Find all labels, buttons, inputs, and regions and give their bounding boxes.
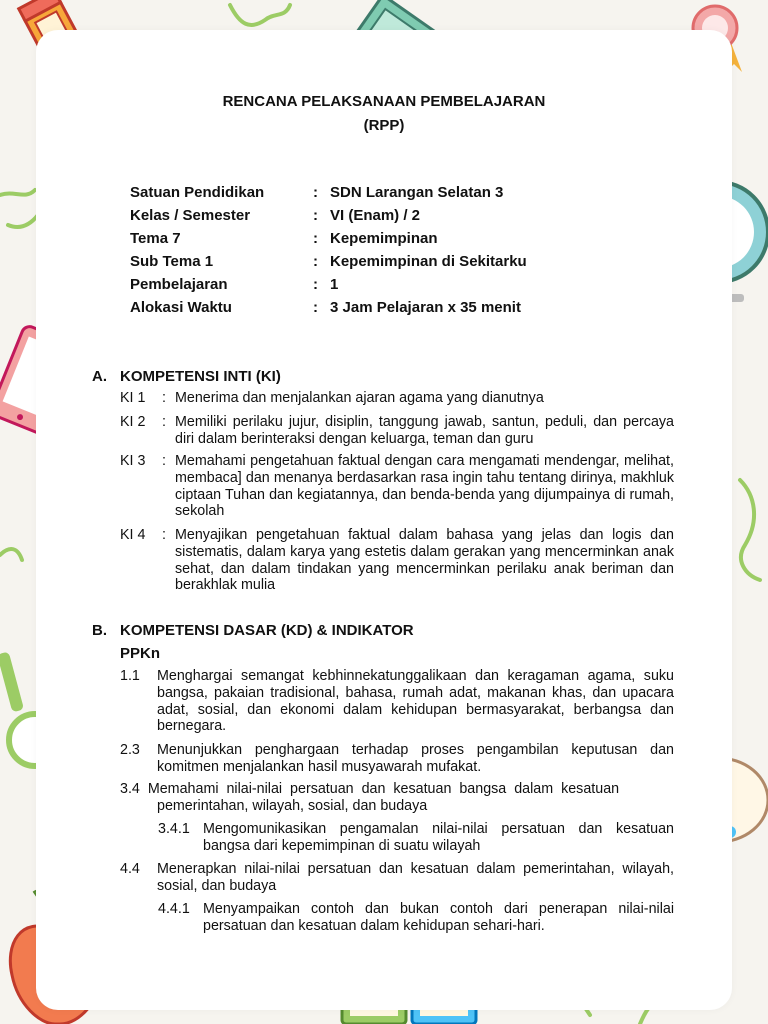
indicator-text: Mengomunikasikan pengamalan nilai-nilai persatuan dan kesatuan bangsa dari kepemimpinan di suatu wilayah — [203, 821, 674, 854]
kd-item — [120, 861, 674, 895]
info-separator: : — [313, 184, 318, 201]
section-letter: A. — [92, 368, 107, 385]
info-separator: : — [313, 299, 318, 316]
kd-text-rest: pemerintahan, wilayah, sosial, dan budaya — [157, 797, 428, 814]
info-separator: : — [313, 253, 318, 270]
section-title: KOMPETENSI INTI (KI) — [120, 368, 281, 385]
info-label: Kelas / Semester — [130, 207, 251, 224]
info-label: Tema 7 — [130, 230, 181, 247]
kd-number: 2.3 — [120, 742, 140, 758]
info-value: VI (Enam) / 2 — [330, 207, 421, 224]
ki-text: Menerima dan menjalankan ajaran agama yang dianutnya — [175, 390, 544, 406]
info-value: Kepemimpinan — [330, 230, 438, 247]
kd-text: Menerapkan nilai-nilai persatuan dan kesatuan dalam pemerintahan, wilayah, sosial, dan budaya — [157, 861, 674, 894]
ki-colon: : — [162, 527, 166, 543]
info-separator: : — [313, 207, 318, 224]
ki-item — [120, 453, 674, 520]
indicator-number: 3.4.1 — [158, 821, 190, 837]
kd-item — [120, 742, 674, 776]
ki-text: Menyajikan pengetahuan faktual dalam bahasa yang jelas dan logis dan sistematis, dalam karya yang estetis dalam gerakan yang mencerminkan anak sehat, dan dalam tindakan yang mencerminkan perilaku anak beriman dan berakhlak mulia — [175, 527, 674, 594]
kd-text-first-line — [120, 781, 674, 798]
subject-heading: PPKn — [120, 645, 161, 662]
info-value: SDN Larangan Selatan 3 — [330, 184, 504, 201]
info-label: Alokasi Waktu — [130, 299, 232, 316]
ki-colon: : — [162, 414, 166, 430]
section-title: KOMPETENSI DASAR (KD) & INDIKATOR — [120, 622, 414, 639]
ki-item — [120, 390, 674, 407]
ki-item — [120, 414, 674, 448]
kd-text: Menghargai semangat kebhinnekatunggalikaan dan keragaman agama, suku bangsa, pakaian tradisional, bahasa, rumah adat, makanan khas, dan upacara adat, sosial, dan ekonomi dalam kehidupan bermasyarakat, berbangsa dan bernegara. — [157, 668, 674, 735]
info-value: 3 Jam Pelajaran x 35 menit — [330, 299, 521, 316]
kd-item — [120, 781, 674, 815]
kd-first-line: 3.4 Memahami nilai-nilai persatuan dan kesatuan bangsa dalam kesatuan — [120, 781, 620, 797]
kd-item — [120, 668, 674, 735]
kd-text: Menunjukkan penghargaan terhadap proses pengambilan keputusan dan komitmen menjalankan hasil musyawarah mufakat. — [157, 742, 674, 775]
ki-code: KI 3 — [120, 453, 146, 469]
ki-text: Memahami pengetahuan faktual dengan cara mengamati mendengar, melihat, membaca] dan menanya berdasarkan rasa ingin tahu tentang dirinya, makhluk ciptaan Tuhan dan kegiatannya, dan benda-benda yang dijumpainya di rumah, sekolah — [175, 453, 674, 520]
info-label: Sub Tema 1 — [130, 253, 214, 270]
indicator-item — [158, 821, 674, 855]
ki-code: KI 2 — [120, 414, 146, 430]
kd-number: 1.1 — [120, 668, 140, 684]
ki-code: KI 4 — [120, 527, 146, 543]
document-title: RENCANA PELAKSANAAN PEMBELAJARAN — [222, 93, 546, 110]
info-label: Satuan Pendidikan — [130, 184, 265, 201]
section-letter: B. — [92, 622, 107, 639]
kd-number: 4.4 — [120, 861, 140, 877]
info-separator: : — [313, 276, 318, 293]
info-separator: : — [313, 230, 318, 247]
ki-colon: : — [162, 390, 166, 406]
indicator-item — [158, 901, 674, 935]
info-value: Kepemimpinan di Sekitarku — [330, 253, 527, 270]
ki-colon: : — [162, 453, 166, 469]
indicator-text: Menyampaikan contoh dan bukan contoh dari penerapan nilai-nilai persatuan dan kesatuan dalam kehidupan sehari-hari. — [203, 901, 674, 934]
info-label: Pembelajaran — [130, 276, 228, 293]
document-subtitle: (RPP) — [363, 117, 405, 134]
ki-item — [120, 527, 674, 594]
ki-text: Memiliki perilaku jujur, disiplin, tanggung jawab, santun, peduli, dan percaya diri dalam berinteraksi dengan keluarga, teman dan guru — [175, 414, 674, 447]
info-value: 1 — [330, 276, 339, 293]
indicator-number: 4.4.1 — [158, 901, 190, 917]
ki-code: KI 1 — [120, 390, 146, 406]
